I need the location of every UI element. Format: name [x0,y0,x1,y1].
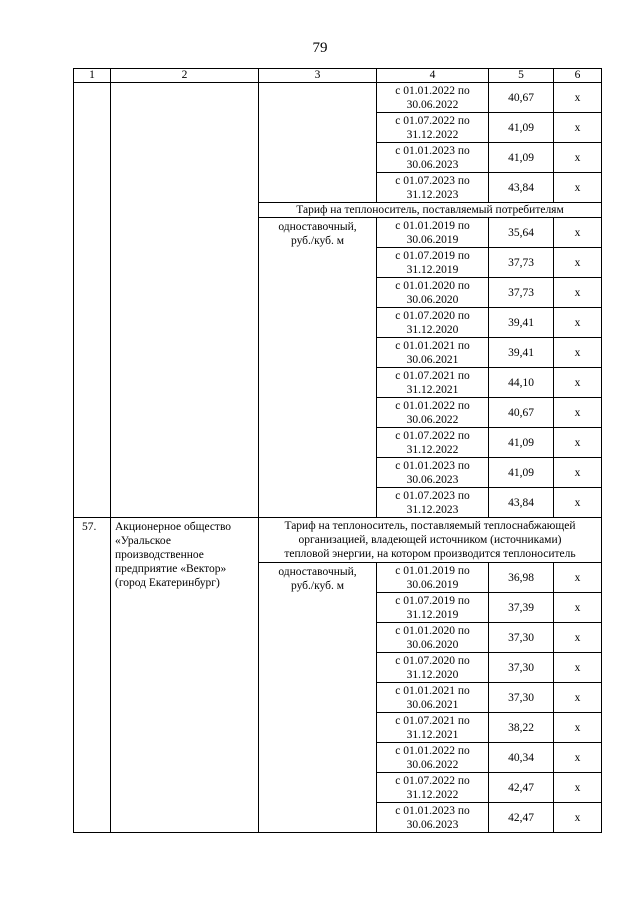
organization-line: предприятие «Вектор» [115,563,227,575]
period-from: с 01.01.2023 по [395,459,470,472]
col6-cell: х [554,143,602,173]
period-cell [377,488,489,518]
period-from: с 01.07.2021 по [395,714,470,727]
tariff-value: 40,67 [489,83,554,113]
table-row [74,83,602,113]
tariff-value: 37,73 [489,278,554,308]
period-to: 30.06.2022 [406,98,459,111]
col6-cell: х [554,173,602,203]
section-title-line: Тариф на теплоноситель, поставляемый теплоснабжающей [284,520,576,532]
period-to: 31.12.2023 [406,188,459,201]
period-to: 31.12.2020 [406,668,459,681]
period-to: 31.12.2019 [406,263,459,276]
col6-cell: х [554,488,602,518]
period-to: 30.06.2019 [406,233,459,246]
period-to: 31.12.2020 [406,323,459,336]
tariff-value: 40,34 [489,743,554,773]
tariff-type-cell [259,218,377,518]
col6-cell: х [554,773,602,803]
period-to: 30.06.2023 [406,818,459,831]
period-from: с 01.01.2019 по [395,564,470,577]
col6-cell: х [554,623,602,653]
header-cell: 3 [259,69,377,83]
period-cell [377,653,489,683]
header-cell: 2 [111,69,259,83]
tariff-value: 36,98 [489,563,554,593]
section-row [74,518,602,563]
col6-cell: х [554,428,602,458]
period-from: с 01.01.2022 по [395,399,470,412]
tariff-value: 40,67 [489,398,554,428]
col6-cell: х [554,113,602,143]
tariff-value: 41,09 [489,428,554,458]
period-cell [377,713,489,743]
tariff-value: 41,09 [489,113,554,143]
header-cell: 5 [489,69,554,83]
col6-cell: х [554,248,602,278]
col6-cell: х [554,743,602,773]
tariff-value: 43,84 [489,173,554,203]
period-cell [377,143,489,173]
period-cell [377,683,489,713]
period-to: 30.06.2023 [406,158,459,171]
period-from: с 01.07.2023 по [395,174,470,187]
organization-line: «Уральское [115,535,171,547]
section-title [259,518,602,563]
period-cell [377,368,489,398]
period-from: с 01.07.2019 по [395,249,470,262]
section-title-line: организацией, владеющей источником (источниками) [298,534,562,546]
header-row [74,69,602,83]
col6-cell: х [554,713,602,743]
period-cell [377,338,489,368]
organization-cell [111,83,259,518]
period-cell [377,563,489,593]
period-from: с 01.01.2020 по [395,624,470,637]
period-cell [377,743,489,773]
tariff-value: 44,10 [489,368,554,398]
tariff-type: одноставочный, [278,221,357,233]
period-from: с 01.01.2023 по [395,804,470,817]
period-cell [377,803,489,833]
tariff-value: 41,09 [489,458,554,488]
col6-cell: х [554,803,602,833]
header-cell: 4 [377,69,489,83]
col6-cell: х [554,683,602,713]
section-title-line: тепловой энергии, на котором производится теплоноситель [284,548,576,560]
period-to: 30.06.2019 [406,578,459,591]
tariff-type-cell [259,83,377,203]
tariff-value: 37,30 [489,623,554,653]
period-to: 31.12.2022 [406,128,459,141]
tariff-unit: руб./куб. м [290,580,345,592]
period-from: с 01.07.2022 по [395,774,470,787]
col6-cell: х [554,308,602,338]
period-cell [377,218,489,248]
period-from: с 01.01.2019 по [395,219,470,232]
tariff-value: 38,22 [489,713,554,743]
organization-name [111,518,259,833]
period-cell [377,278,489,308]
period-to: 30.06.2022 [406,758,459,771]
period-from: с 01.01.2021 по [395,339,470,352]
header-cell: 1 [74,69,111,83]
tariff-value: 39,41 [489,338,554,368]
tariff-value: 42,47 [489,803,554,833]
section-title: Тариф на теплоноситель, поставляемый потребителям [259,203,602,218]
number-cell [74,83,111,518]
period-to: 30.06.2020 [406,293,459,306]
col6-cell: х [554,83,602,113]
period-from: с 01.07.2021 по [395,369,470,382]
col6-cell: х [554,278,602,308]
period-from: с 01.01.2020 по [395,279,470,292]
tariff-value: 37,39 [489,593,554,623]
period-from: с 01.01.2023 по [395,144,470,157]
tariff-value: 39,41 [489,308,554,338]
period-cell [377,248,489,278]
tariff-value: 37,73 [489,248,554,278]
entry-number: 57. [74,518,111,833]
col6-cell: х [554,563,602,593]
col6-cell: х [554,338,602,368]
period-from: с 01.07.2022 по [395,114,470,127]
tariff-type-cell [259,563,377,833]
period-cell [377,593,489,623]
period-cell [377,623,489,653]
period-from: с 01.01.2021 по [395,684,470,697]
period-to: 30.06.2023 [406,473,459,486]
period-to: 31.12.2022 [406,443,459,456]
tariff-value: 43,84 [489,488,554,518]
col6-cell: х [554,398,602,428]
period-cell [377,428,489,458]
tariff-value: 37,30 [489,683,554,713]
period-to: 30.06.2021 [406,353,459,366]
period-cell [377,83,489,113]
period-to: 31.12.2021 [406,728,459,741]
tariff-type: одноставочный, [278,566,357,578]
col6-cell: х [554,368,602,398]
period-from: с 01.07.2020 по [395,654,470,667]
period-to: 31.12.2021 [406,383,459,396]
period-from: с 01.01.2022 по [395,84,470,97]
period-from: с 01.07.2019 по [395,594,470,607]
period-to: 30.06.2021 [406,698,459,711]
period-to: 31.12.2022 [406,788,459,801]
col6-cell: х [554,653,602,683]
tariff-value: 35,64 [489,218,554,248]
period-from: с 01.01.2022 по [395,744,470,757]
col6-cell: х [554,218,602,248]
col6-cell: х [554,458,602,488]
period-to: 31.12.2019 [406,608,459,621]
tariff-value: 42,47 [489,773,554,803]
period-cell [377,173,489,203]
tariff-value: 41,09 [489,143,554,173]
tariff-unit: руб./куб. м [290,235,345,247]
tariff-value: 37,30 [489,653,554,683]
header-cell: 6 [554,69,602,83]
period-from: с 01.07.2023 по [395,489,470,502]
organization-line: Акционерное общество [115,521,232,533]
period-to: 30.06.2020 [406,638,459,651]
period-from: с 01.07.2022 по [395,429,470,442]
period-to: 31.12.2023 [406,503,459,516]
tariff-table [73,68,602,833]
period-cell [377,113,489,143]
period-to: 30.06.2022 [406,413,459,426]
period-cell [377,308,489,338]
period-cell [377,458,489,488]
organization-line: (город Екатеринбург) [115,577,220,589]
organization-line: производственное [115,549,204,561]
period-cell [377,773,489,803]
period-from: с 01.07.2020 по [395,309,470,322]
col6-cell: х [554,593,602,623]
page-number: 79 [312,40,328,56]
period-cell [377,398,489,428]
